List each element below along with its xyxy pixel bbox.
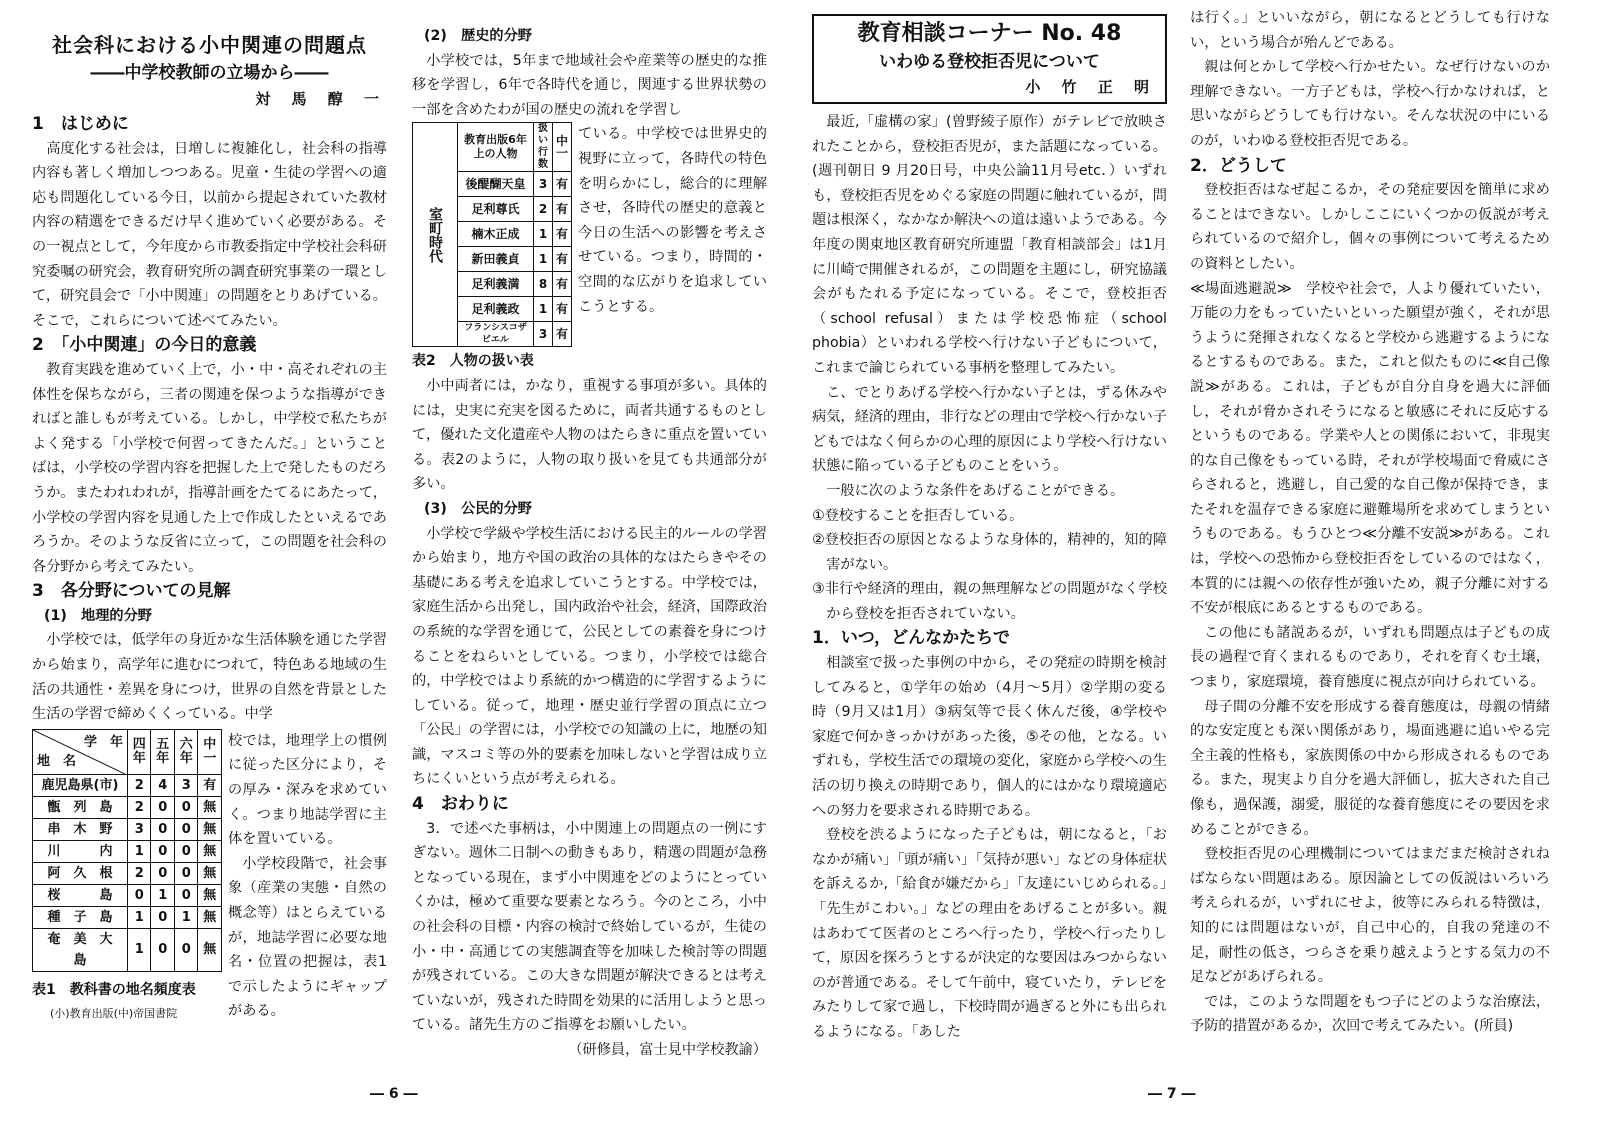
corner-title: 教育相談コーナー No. 48 (857, 21, 1122, 46)
cell: 8 (534, 272, 553, 297)
cell: 無 (198, 818, 222, 840)
cell: 有 (198, 774, 222, 796)
cell: 有 (553, 247, 572, 272)
cell: 0 (151, 840, 174, 862)
person-name: 足利尊氏 (458, 197, 534, 222)
cell: 無 (198, 928, 222, 971)
paragraph: ている。中学校では世界史的視野に立って，各時代の特色を明らかにし，総合的に理解させ，各時代の歴史的意義と今日の生活への影響を考えさせている。つまり，時間的・空間的な広がりを追求していこうとする。 (578, 126, 767, 315)
corner-title-box (812, 14, 1167, 104)
table-row (33, 818, 222, 840)
person-name: 足利義政 (458, 297, 534, 322)
cell: 無 (198, 862, 222, 884)
table-2-block (412, 122, 572, 347)
right-column-2 (1190, 6, 1550, 1039)
cell: 0 (174, 928, 197, 971)
cell: 無 (198, 796, 222, 818)
left-column-2 (412, 24, 767, 1063)
section-heading: 1 はじめに (32, 114, 129, 134)
paragraph: 親は何とかして学校へ行かせたい。なぜ行けないのか理解できない。一方子どもは，学校へ行かなければ，と思いながらどうしても行けない。そんな状況の中にいるのが，いわゆる登校拒否児である。 (1190, 59, 1550, 149)
place-name: 奄 美 大 島 (33, 928, 128, 971)
right-column-1 (812, 14, 1167, 1045)
table-2-caption: 表2 人物の扱い表 (412, 353, 534, 370)
table-2-side-text (578, 122, 767, 347)
place-name: 川 内 (33, 840, 128, 862)
section-heading: 1．いつ，どんなかたちで (812, 628, 1010, 649)
paragraph: 最近,「虚構の家」(曽野綾子原作）がテレビで放映されたことから，登校拒否児が，また話題になっている。(週刊朝日 9 月20日号，中央公論11月号etc．）いずれも，登校拒否児をめぐる家庭の問題に触れているが，問題は根深く，なかなか解決への道は遠いようである。今年度の関東地区教育研究所連盟「教育相談部会」は1月に川崎で開催されるが，この問題を主題にし，研究協議会がもたれる予定になっている。そこで，登校拒否（school refusal）または学校恐怖症（school phobia）といわれる学校へ行けない子どもについて，これまで論じられている事柄を整理してみたい。 (812, 114, 1167, 376)
cell: 0 (151, 862, 174, 884)
cell: 1 (174, 906, 197, 928)
cell: 1 (534, 297, 553, 322)
cell: 1 (128, 840, 151, 862)
place-name: 種 子 島 (33, 906, 128, 928)
condition-item: ②登校拒否の原因となるような身体的，精神的，知的障害がない。 (812, 532, 1167, 573)
cell: 2 (128, 774, 151, 796)
cell: 0 (174, 884, 197, 906)
table-1-corner (33, 729, 128, 774)
article-subtitle: ――中学校教師の立場から―― (90, 63, 329, 83)
corner-bottom-label: 地 名 (37, 753, 77, 769)
cell: 1 (151, 884, 174, 906)
cell: 0 (174, 840, 197, 862)
table-row (33, 884, 222, 906)
person-name: 新田義貞 (458, 247, 534, 272)
paragraph: 小学校で学級や学校生活における民主的ルールの学習から始まり，地方や国の政治の具体的なはたらきやその基礎にある考えを追求していこうとする。中学校では，家庭生活から出発し，国内政治や社会，経済，国際政治の系統的な学習を通じて，公民としての素養を身につけることをねらいとしている。つまり，小学校では総合的，中学校ではより系統的かつ構造的に学習するようにしている。従って，地理・歴史並行学習の頂点に立つ「公民」の学習には，小学校での知識の上に，地歴の知識，マスコミ等の外的要素を加味しないと学習は成り立ちにくいという点が考えられる。 (412, 525, 767, 788)
table-1-header: 五年 (151, 729, 174, 774)
page-number: ― 7 ― (1148, 1086, 1196, 1102)
paragraph: 相談室で扱った事例の中から，その発症の時期を検討してみると，①学年の始め（4月～5月）②学期の変る時（9月又は1月）③病気等で長く休んだ後，④学校や家庭で何かきっかけがあった後，⑤その他，となる。いずれも，学校生活での環境の変化，家庭から学校への生活の切り換えの時期であり，個人的にはかなり環境適応への努力を要求される時期である。 (812, 655, 1167, 819)
paragraph: 母子間の分離不安を形成する養育態度は，母親の情緒的な安定度とも深い関係があり，場面逃避に追いやる完全主義的性格も，家族関係の中から形成されるものである。また，現実より自分を過大評価し，拡大された自己像も，過保護，溺愛，服従的な養育態度にその要因を求めることができる。 (1190, 698, 1550, 838)
table-2 (412, 122, 572, 347)
table-row (33, 774, 222, 796)
cell: 0 (151, 928, 174, 971)
left-column-1 (32, 24, 387, 1027)
paragraph: こ、でとりあげる学校へ行かない子とは，ずる休みや病気，経済的理由，非行などの理由で学校へ行かない子どもではなく何らかの心理的原因により学校へ行けない状態に陥っている子どものことをいう。 (812, 384, 1167, 475)
paragraph: 登校拒否児の心理機制についてはまだまだ検討されねばならない問題はある。原因論としての仮説はいろいろ考えられるが，いずれにせよ，彼等にみられる特徴は，知的には問題はないが，自己中心的，自我の発達の不足，耐性の低さ，つらさを乗り越えようとする気力の不足などがあげられる。 (1190, 846, 1550, 986)
paragraph: 小中両者には，かなり，重視する事項が多い。具体的には，史実に充実を図るために，両者共通するものとして，優れた文化遺産や人物のはたらきに重点を置いている。表2のように，人物の取り扱いを見ても共通部分が多い。 (412, 377, 767, 493)
corner-top-label: 学 年 (83, 734, 123, 750)
cell: 有 (553, 272, 572, 297)
cell: 有 (553, 297, 572, 322)
paragraph: 登校を渋るようになった子どもは，朝になると，「おなかが痛い」「頭が痛い」「気持が悪い」などの身体症状を訴えるか,「給食が嫌だから」「友達にいじめられる。」「先生がこわい。」などの理由をあげることが多い。親はあわてて医者のところへ行ったり，学校へ行ったりして，原因を探ろうとするが決定的な要因はみつからないのが普通である。そして午前中，寝ていたり，テレビをみたりして家で過し，下校時間が過ぎると外にも出られるようになる。「あした (812, 827, 1167, 1040)
article-title: 社会科における小中関連の問題点 (52, 33, 367, 57)
paragraph: 3．で述べた事柄は，小中関連上の問題点の一例にすぎない。週休二日制への動きもあり，精選の問題が急務となっている現在，まず小中関連をどのようにとっていくかは，極めて重要な要素となろう。今のところ，小中の社会科の目標・内容の検討で終始しているが，生徒の小・中・高通じての実態調査等を加味した検討等の問題が残されている。この大きな問題が解決できるとは考えていないが，残された時間を効果的に活用しようと思っている。諸先生方のご指導をお願いしたい。 (412, 820, 767, 1034)
paragraph: 一般に次のような条件をあげることができる。 (826, 482, 1125, 499)
table-row (33, 862, 222, 884)
cell: 無 (198, 884, 222, 906)
table-1-block (32, 729, 222, 1027)
section-heading: 2 「小中関連」の今日的意義 (32, 335, 257, 356)
table-row (33, 796, 222, 818)
author-affiliation: （研修員，富士見中学校教諭） (568, 1042, 767, 1058)
cell: 0 (151, 818, 174, 840)
paragraph: 小学校では，5年まで地域社会や産業等の歴史的な推移を学習し，6年で各時代を通じ，関連する世界状勢の一部を含めたわが国の歴史の流れを学習し (412, 52, 767, 118)
cell: 無 (198, 840, 222, 862)
place-name: 甑 列 島 (33, 796, 128, 818)
cell: 有 (553, 172, 572, 197)
table-1-header: 中一 (198, 729, 222, 774)
table-2-header: 教育出版6年上の人物 (458, 123, 534, 172)
paragraph: は行く。」といいながら，朝になるとどうしても行けない，という場合が殆んどである。 (1190, 10, 1550, 51)
cell: 1 (128, 906, 151, 928)
section-heading: 2．どうして (1190, 155, 1287, 176)
cell: 1 (534, 247, 553, 272)
section-heading: 3 各分野についての見解 (32, 581, 231, 602)
cell: 有 (553, 322, 572, 347)
section-heading: 4 おわりに (412, 794, 509, 815)
table-1-header: 四年 (128, 729, 151, 774)
cell: 4 (151, 774, 174, 796)
cell: 2 (128, 796, 151, 818)
cell: 3 (534, 172, 553, 197)
subsection-heading: (1) 地理的分野 (44, 607, 152, 624)
subsection-heading: (3) 公民的分野 (424, 500, 532, 517)
table-2-header: 扱い行数 (534, 123, 553, 172)
place-name: 串 木 野 (33, 818, 128, 840)
table-row (33, 840, 222, 862)
paragraph: この他にも諸説あるが，いずれも問題点は子どもの成長の過程で育くまれるものであり，それを育くむ土壌，つまり，家庭環境，養育態度に視点が向けられている。 (1190, 624, 1550, 691)
cell: 1 (128, 928, 151, 971)
paragraph: 登校拒否はなぜ起こるか，その発症要因を簡単に求めることはできない。しかしここにいくつかの仮説が考えられているので紹介し，個々の事例について考えるための資料としたい。 (1190, 182, 1550, 272)
cell: 0 (128, 884, 151, 906)
paragraph: 高度化する社会は，日増しに複雑化し，社会科の指導内容も著しく増加しつつある。児童・生徒の学習への適応も問題化している今日，以前から提起されていた教材内容の精選をできるだけ早く進めていく必要がある。その一視点として，今年度から市教委指定中学校社会科研究委嘱の研究会，教育研究所の調査研究事業の一環として，研究員会で「小中関連」の問題をとりあげている。そこで，これらについて述べてみたい。 (32, 140, 387, 329)
cell: 3 (128, 818, 151, 840)
cell: 2 (534, 197, 553, 222)
person-name: 楠木正成 (458, 222, 534, 247)
table-1-side-text (228, 729, 387, 1027)
paragraph: では，このような問題をもつ子にどのような治療法，予防的措置があるか，次回で考えてみたい。(所員) (1190, 993, 1550, 1035)
condition-item: ③非行や経済的理由，親の無理解などの問題がなく学校から登校を拒否されていない。 (812, 581, 1167, 622)
table-row (33, 928, 222, 971)
table-1-note: (小)教育出版(中)帝国書院 (50, 1007, 178, 1021)
person-name: 足利義満 (458, 272, 534, 297)
table-1-header: 六年 (174, 729, 197, 774)
article-author: 小 竹 正 明 (1025, 78, 1157, 96)
article-author: 対 馬 醇 一 (255, 90, 387, 108)
cell: 1 (534, 222, 553, 247)
cell: 0 (151, 796, 174, 818)
table-row (33, 906, 222, 928)
paragraph: 小学校段階で，社会事象（産業の実態・自然の概念等）はとらえているが，地誌学習に必要な地名・位置の把握は，表1で示したようにギャップがある。 (228, 855, 387, 1020)
paragraph: 小学校では，低学年の身近かな生活体験を通じた学習から始まり，高学年に進むにつれて，特色ある地域の生活の共通性・差異を身につけ，世界の自然を背景とした生活の学習で締めくくっている。中学 (32, 632, 387, 723)
paragraph: ≪場面逃避説≫ 学校や社会で，人より優れていたい，万能の力をもっていたいといった願望が強く，それが思うように発揮されなくなると学校から逃避するようになるとするものである。また，これと似たものに≪自己像説≫がある。これは，子どもが自分自身を過大に評価し，それが脅かされそうになると敏感にそれに反応するというものである。学業や人との関係において，非現実的な自己像をもっている時，それが学校場面で脅威にさらされると，逃避し，自己愛的な自己像が保持でき，またそれを温存できる家庭に避難場所を求めてしまうというものである。もうひとつ≪分離不安説≫がある。これは，学校への恐怖から登校拒否をしているのではなく，本質的には親への依存性が強いため，親子分離に対する不安が根底にあるとするものである。 (1190, 280, 1550, 617)
table-1-caption: 表1 教科書の地名頻度表 (32, 981, 196, 998)
cell: 2 (128, 862, 151, 884)
place-name: 阿 久 根 (33, 862, 128, 884)
subsection-heading: (2) 歴史的分野 (424, 28, 532, 44)
condition-item: ①登校することを拒否している。 (812, 507, 1024, 524)
cell: 0 (174, 796, 197, 818)
table-1 (32, 729, 222, 972)
place-name: 鹿児島県(市) (33, 774, 128, 796)
cell: 有 (553, 197, 572, 222)
cell: 有 (553, 222, 572, 247)
paragraph: 校では，地理学上の慣例に従った区分により，その厚み・深みを求めていく。つまり地誌学習に主体を置いている。 (228, 732, 387, 848)
page-number: ― 6 ― (370, 1086, 418, 1102)
paragraph: 教育実践を進めていく上で，小・中・高それぞれの主体性を保ちながら，三者の関連を保つような指導ができればと誰しもが考えている。しかし，中学校で私たちがよく発する「小学校で何習ってきたんだ。」ということばは，小学校の学習内容を把握した上で発したものだろうか。またわれわれが，指導計画をたてるにあたって，小学校の学習内容を見通した上で作成したといえるであろうか。そのような反省に立って，この問題を社会科の各分野から考えてみたい。 (32, 361, 387, 575)
cell: 0 (151, 906, 174, 928)
cell: 無 (198, 906, 222, 928)
era-label: 室町時代 (413, 123, 458, 347)
cell: 0 (174, 862, 197, 884)
cell: 0 (174, 818, 197, 840)
table-2-header: 中一 (553, 123, 572, 172)
cell: 3 (534, 322, 553, 347)
place-name: 桜 島 (33, 884, 128, 906)
person-name: フランシスコザビエル (458, 322, 534, 347)
person-name: 後醍醐天皇 (458, 172, 534, 197)
cell: 3 (174, 774, 197, 796)
article-subtitle: いわゆる登校拒否児について (879, 52, 1100, 72)
